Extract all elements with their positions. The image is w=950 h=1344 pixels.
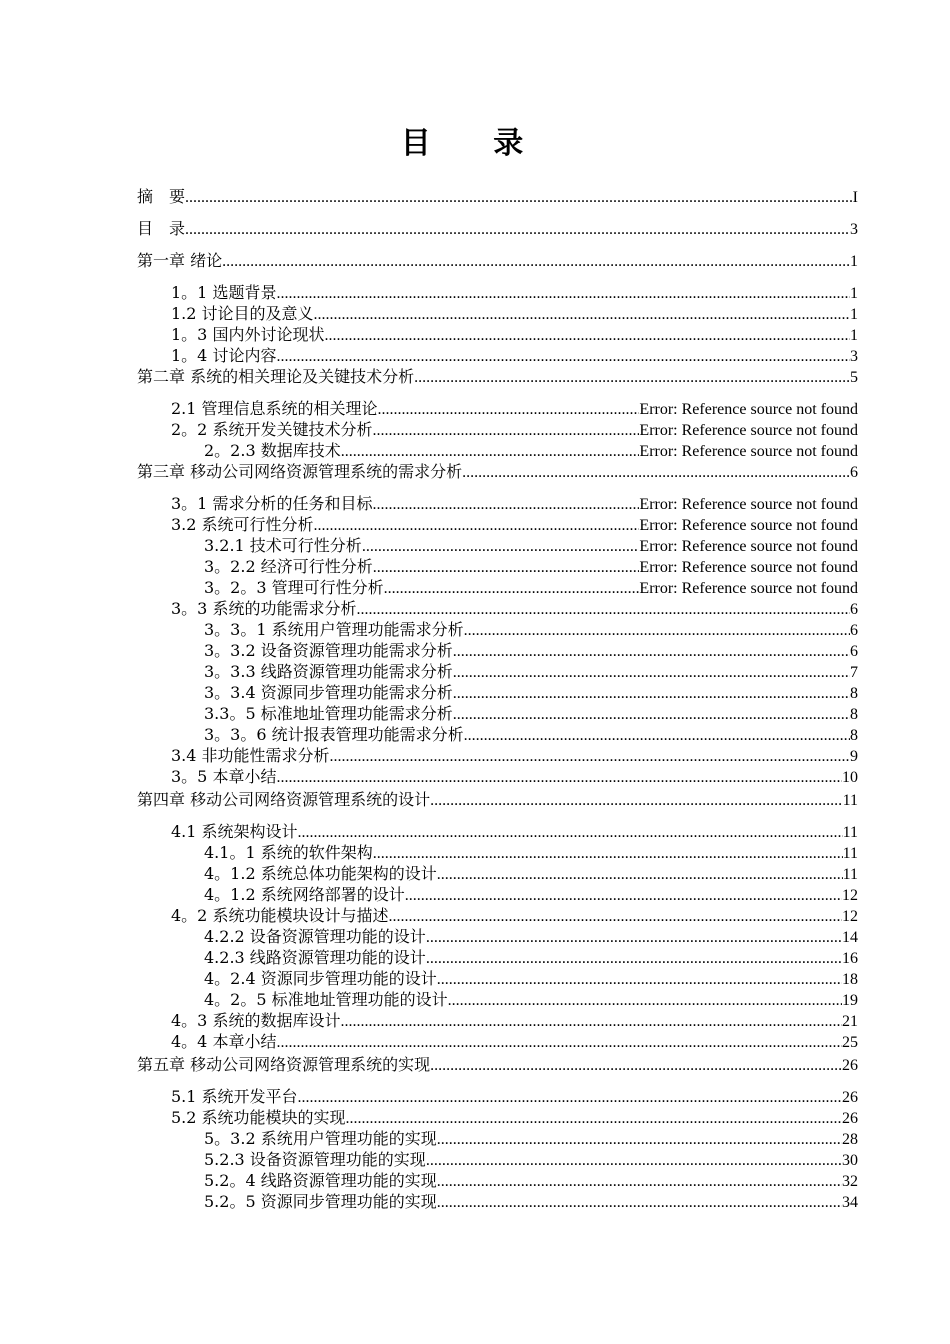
toc-entry-label: 3。3。6 统计报表管理功能需求分析	[204, 725, 464, 744]
toc-entry-label: 2。2.3 数据库技术	[204, 441, 341, 460]
toc-entry-label: 第一章 绪论	[137, 251, 223, 270]
toc-entry-label: 5.2。4 线路资源管理功能的实现	[204, 1171, 437, 1190]
toc-entry-label: 4。2 系统功能模块设计与描述	[171, 906, 389, 925]
toc-entry-label: 1。4 讨论内容	[171, 346, 277, 365]
toc-chapter-entry[interactable]	[137, 461, 858, 483]
toc-page-number: 6	[850, 622, 858, 639]
toc-chapter-entry[interactable]	[137, 1054, 858, 1076]
toc-section-entry[interactable]	[171, 1086, 858, 1108]
toc-page-number: 16	[842, 950, 858, 967]
toc-section-entry[interactable]	[171, 1010, 858, 1032]
toc-dot-leader	[372, 494, 639, 515]
toc-entry-label: 3.2 系统可行性分析	[171, 515, 314, 534]
toc-page-number: 19	[842, 992, 858, 1009]
toc-page-number: 26	[842, 1089, 858, 1106]
toc-chapter-entry[interactable]	[137, 186, 858, 208]
toc-entry-label: 4.2.3 线路资源管理功能的设计	[204, 948, 426, 967]
toc-entry-label: 4。1.2 系统总体功能架构的设计	[204, 864, 437, 883]
toc-dot-leader	[453, 704, 850, 725]
toc-entry-label: 1。3 国内外讨论现状	[171, 325, 325, 344]
toc-entry-label: 4。2。5 标准地址管理功能的设计	[204, 990, 448, 1009]
toc-entry-label: 4。3 系统的数据库设计	[171, 1011, 341, 1030]
toc-page-number: 1	[850, 306, 858, 323]
toc-dot-leader	[462, 462, 850, 483]
toc-entry-label: 5.2.3 设备资源管理功能的实现	[204, 1150, 426, 1169]
toc-chapter-entry[interactable]	[137, 218, 858, 240]
toc-page-number: Error: Reference source not found	[639, 517, 858, 534]
toc-dot-leader	[373, 843, 843, 864]
toc-dot-leader	[437, 1129, 842, 1150]
toc-entry-label: 5。3.2 系统用户管理功能的实现	[204, 1129, 437, 1148]
toc-dot-leader	[453, 683, 850, 704]
toc-section-entry[interactable]	[171, 493, 858, 515]
toc-title: 目 录	[400, 126, 550, 161]
toc-page-number: 21	[842, 1013, 858, 1030]
toc-entry-label: 4.1 系统架构设计	[171, 822, 298, 841]
toc-entry-label: 3.4 非功能性需求分析	[171, 746, 330, 765]
toc-dot-leader	[373, 557, 640, 578]
toc-section-entry[interactable]	[204, 1149, 858, 1171]
toc-dot-leader	[437, 1171, 842, 1192]
toc-section-entry[interactable]	[171, 766, 858, 788]
toc-dot-leader	[324, 325, 850, 346]
toc-entry-label: 摘 要	[137, 187, 186, 206]
toc-section-entry[interactable]	[204, 842, 858, 864]
toc-section-entry[interactable]	[204, 968, 858, 990]
toc-dot-leader	[437, 969, 842, 990]
toc-page-number: 10	[842, 769, 858, 786]
toc-section-entry[interactable]	[204, 703, 858, 725]
toc-section-entry[interactable]	[171, 821, 858, 843]
toc-section-entry[interactable]	[204, 535, 858, 557]
toc-dot-leader	[298, 822, 843, 843]
toc-page-number: 1	[850, 327, 858, 344]
toc-entry-label: 2。2 系统开发关键技术分析	[171, 420, 373, 439]
toc-dot-leader	[314, 515, 640, 536]
toc-entry-label: 3。5 本章小结	[171, 767, 277, 786]
toc-dot-leader	[426, 927, 842, 948]
toc-section-entry[interactable]	[204, 682, 858, 704]
toc-entry-label: 3。2。3 管理可行性分析	[204, 578, 384, 597]
toc-page-number: 8	[850, 706, 858, 723]
toc-page-number: 30	[842, 1152, 858, 1169]
toc-entry-label: 第四章 移动公司网络资源管理系统的设计	[137, 790, 431, 809]
toc-dot-leader	[430, 1055, 842, 1076]
toc-page-number: 6	[850, 643, 858, 660]
toc-section-entry[interactable]	[204, 619, 858, 641]
toc-dot-leader	[464, 620, 850, 641]
toc-entry-label: 3。1 需求分析的任务和目标	[171, 494, 373, 513]
toc-dot-leader	[448, 990, 842, 1011]
toc-page-number: 6	[850, 601, 858, 618]
toc-dot-leader	[388, 906, 842, 927]
toc-page-number: 5	[850, 369, 858, 386]
toc-dot-leader	[437, 1192, 842, 1213]
toc-page-number: 1	[850, 285, 858, 302]
toc-page-number: Error: Reference source not found	[639, 580, 858, 597]
toc-dot-leader	[222, 251, 850, 272]
toc-dot-leader	[298, 1087, 842, 1108]
toc-section-entry[interactable]	[204, 926, 858, 948]
toc-section-entry[interactable]	[204, 863, 858, 885]
toc-page-number: Error: Reference source not found	[639, 559, 858, 576]
toc-chapter-entry[interactable]	[137, 250, 858, 272]
toc-section-entry[interactable]	[204, 884, 858, 906]
toc-entry-label: 4.2.2 设备资源管理功能的设计	[204, 927, 426, 946]
toc-section-entry[interactable]	[204, 577, 858, 599]
toc-page-number: Error: Reference source not found	[639, 538, 858, 555]
toc-page-number: Error: Reference source not found	[639, 422, 858, 439]
toc-dot-leader	[346, 1108, 842, 1129]
toc-page-number: Error: Reference source not found	[639, 401, 858, 418]
toc-page-number: 18	[842, 971, 858, 988]
toc-entry-label: 2.1 管理信息系统的相关理论	[171, 399, 378, 418]
toc-section-entry[interactable]	[171, 1031, 858, 1053]
toc-section-entry[interactable]	[204, 1128, 858, 1150]
toc-dot-leader	[464, 725, 850, 746]
toc-dot-leader	[453, 662, 850, 683]
toc-section-entry[interactable]	[204, 556, 858, 578]
toc-section-entry[interactable]	[171, 398, 858, 420]
toc-section-entry[interactable]	[171, 282, 858, 304]
toc-page-number: 25	[842, 1034, 858, 1051]
toc-section-entry[interactable]	[204, 640, 858, 662]
toc-entry-label: 3.2.1 技术可行性分析	[204, 536, 362, 555]
toc-dot-leader	[185, 219, 850, 240]
toc-entry-label: 5.2 系统功能模块的实现	[171, 1108, 346, 1127]
toc-section-entry[interactable]	[171, 1107, 858, 1129]
toc-page-number: 26	[842, 1110, 858, 1127]
toc-dot-leader	[430, 790, 843, 811]
toc-section-entry[interactable]	[171, 345, 858, 367]
toc-entry-label: 4。2.4 资源同步管理功能的设计	[204, 969, 437, 988]
toc-entry-label: 3.3。5 标准地址管理功能需求分析	[204, 704, 453, 723]
toc-dot-leader	[330, 746, 850, 767]
toc-dot-leader	[276, 283, 850, 304]
toc-section-entry[interactable]	[204, 989, 858, 1011]
toc-section-entry[interactable]	[171, 419, 858, 441]
toc-entry-label: 第三章 移动公司网络资源管理系统的需求分析	[137, 462, 463, 481]
toc-page-number: 12	[842, 908, 858, 925]
toc-dot-leader	[426, 948, 842, 969]
toc-dot-leader	[341, 441, 640, 462]
toc-section-entry[interactable]	[171, 905, 858, 927]
toc-section-entry[interactable]	[171, 745, 858, 767]
toc-page-number: 6	[850, 464, 858, 481]
toc-page-number: 26	[842, 1057, 858, 1074]
toc-dot-leader	[356, 599, 850, 620]
toc-page-number: 3	[850, 348, 858, 365]
toc-entry-label: 5.1 系统开发平台	[171, 1087, 298, 1106]
toc-page-number: Error: Reference source not found	[639, 496, 858, 513]
toc-section-entry[interactable]	[204, 661, 858, 683]
toc-section-entry[interactable]	[171, 324, 858, 346]
toc-dot-leader	[437, 864, 843, 885]
toc-section-entry[interactable]	[171, 303, 858, 325]
toc-dot-leader	[378, 399, 640, 420]
toc-dot-leader	[372, 420, 639, 441]
toc-entry-label: 3。3。1 系统用户管理功能需求分析	[204, 620, 464, 639]
toc-section-entry[interactable]	[171, 598, 858, 620]
toc-section-entry[interactable]	[171, 514, 858, 536]
toc-dot-leader	[276, 767, 842, 788]
toc-dot-leader	[276, 1032, 842, 1053]
toc-page-number: 34	[842, 1194, 858, 1211]
toc-entry-label: 第五章 移动公司网络资源管理系统的实现	[137, 1055, 431, 1074]
toc-section-entry[interactable]	[204, 1191, 858, 1213]
toc-entry-label: 4.1。1 系统的软件架构	[204, 843, 373, 862]
toc-entry-label: 4。4 本章小结	[171, 1032, 277, 1051]
toc-entry-label: 目 录	[137, 219, 186, 238]
toc-dot-leader	[426, 1150, 842, 1171]
toc-page-number: 28	[842, 1131, 858, 1148]
toc-section-entry[interactable]	[204, 1170, 858, 1192]
toc-entry-label: 3。2.2 经济可行性分析	[204, 557, 373, 576]
toc-dot-leader	[384, 578, 640, 599]
toc-dot-leader	[414, 367, 850, 388]
toc-entry-label: 3。3.4 资源同步管理功能需求分析	[204, 683, 453, 702]
toc-entry-label: 3。3.3 线路资源管理功能需求分析	[204, 662, 453, 681]
toc-page-number: 9	[850, 748, 858, 765]
toc-section-entry[interactable]	[204, 947, 858, 969]
toc-page-number: 3	[850, 221, 858, 238]
toc-page-number: 11	[842, 845, 858, 862]
toc-page-number: 14	[842, 929, 858, 946]
toc-page-number: 8	[850, 727, 858, 744]
toc-chapter-entry[interactable]	[137, 789, 858, 811]
toc-entry-label: 5.2。5 资源同步管理功能的实现	[204, 1192, 437, 1211]
toc-page-number: 32	[842, 1173, 858, 1190]
toc-page-number: 11	[842, 824, 858, 841]
toc-entry-label: 3。3 系统的功能需求分析	[171, 599, 357, 618]
toc-entry-label: 1.2 讨论目的及意义	[171, 304, 314, 323]
toc-dot-leader	[276, 346, 850, 367]
toc-dot-leader	[362, 536, 640, 557]
toc-page-number: 8	[850, 685, 858, 702]
toc-dot-leader	[314, 304, 850, 325]
toc-page-number: 11	[842, 866, 858, 883]
toc-dot-leader	[340, 1011, 842, 1032]
toc-dot-leader	[405, 885, 842, 906]
toc-dot-leader	[185, 187, 853, 208]
toc-section-entry[interactable]	[204, 440, 858, 462]
toc-page-number: Error: Reference source not found	[639, 443, 858, 460]
toc-entry-label: 1。1 选题背景	[171, 283, 277, 302]
toc-page-number: 12	[842, 887, 858, 904]
toc-page-number: 1	[850, 253, 858, 270]
toc-section-entry[interactable]	[204, 724, 858, 746]
toc-page-number: 7	[850, 664, 858, 681]
toc-entry-label: 3。3.2 设备资源管理功能需求分析	[204, 641, 453, 660]
toc-page-number: 11	[842, 792, 858, 809]
toc-entry-label: 第二章 系统的相关理论及关键技术分析	[137, 367, 415, 386]
toc-page-number: I	[852, 189, 858, 206]
toc-dot-leader	[453, 641, 850, 662]
toc-chapter-entry[interactable]	[137, 366, 858, 388]
toc-entry-label: 4。1.2 系统网络部署的设计	[204, 885, 405, 904]
